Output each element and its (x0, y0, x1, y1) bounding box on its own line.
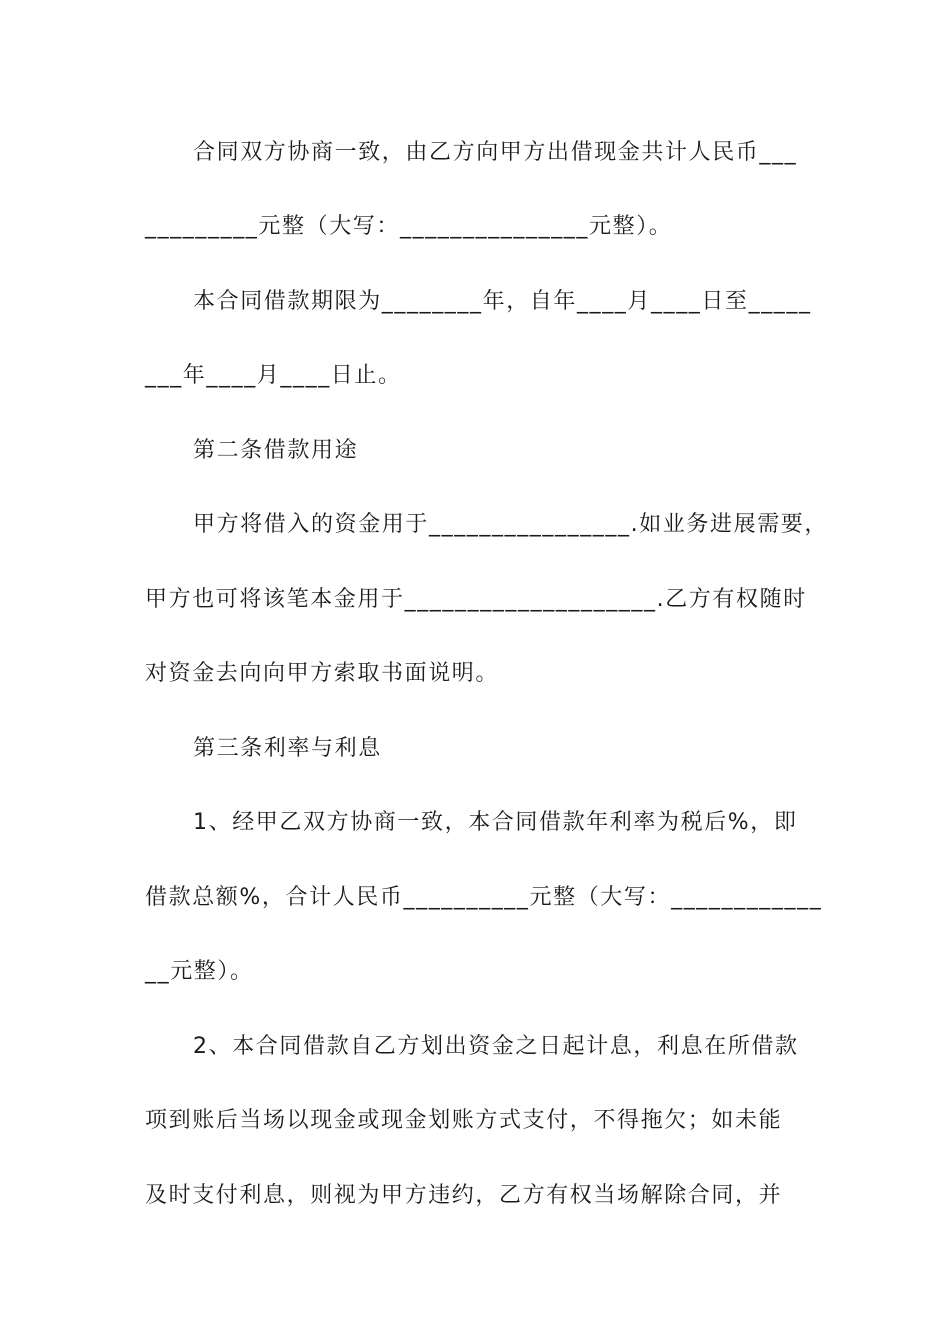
paragraph-interest-rate-line-2: 借款总额%，合计人民币__________元整（大写：____________ (145, 885, 823, 910)
paragraph-loan-amount-line-2: _________元整（大写：_______________元整）。 (145, 214, 673, 239)
paragraph-loan-term-line-1: 本合同借款期限为________年，自年____月____日至_____ (193, 289, 812, 314)
paragraph-loan-purpose-line-2: 甲方也可将该笔本金用于____________________.乙方有权随时 (145, 587, 807, 612)
paragraph-interest-rate-line-1: 1、经甲乙双方协商一致，本合同借款年利率为税后%，即 (193, 810, 798, 835)
paragraph-interest-rate-line-3: __元整）。 (145, 959, 254, 984)
paragraph-loan-term-line-2: ___年____月____日止。 (145, 363, 402, 388)
paragraph-loan-amount-line-1: 合同双方协商一致，由乙方向甲方出借现金共计人民币___ (193, 140, 798, 165)
paragraph-loan-purpose-line-3: 对资金去向向甲方索取书面说明。 (145, 661, 500, 686)
section-heading-article-3: 第三条利率与利息 (193, 736, 382, 761)
paragraph-interest-payment-line-1: 2、本合同借款自乙方划出资金之日起计息，利息在所借款 (193, 1034, 799, 1059)
paragraph-interest-payment-line-3: 及时支付利息，则视为甲方违约，乙方有权当场解除合同，并 (145, 1183, 783, 1208)
paragraph-loan-purpose-line-1: 甲方将借入的资金用于________________.如业务进展需要， (193, 512, 828, 537)
section-heading-article-2: 第二条借款用途 (193, 438, 359, 463)
paragraph-interest-payment-line-2: 项到账后当场以现金或现金划账方式支付，不得拖欠；如未能 (145, 1108, 783, 1133)
